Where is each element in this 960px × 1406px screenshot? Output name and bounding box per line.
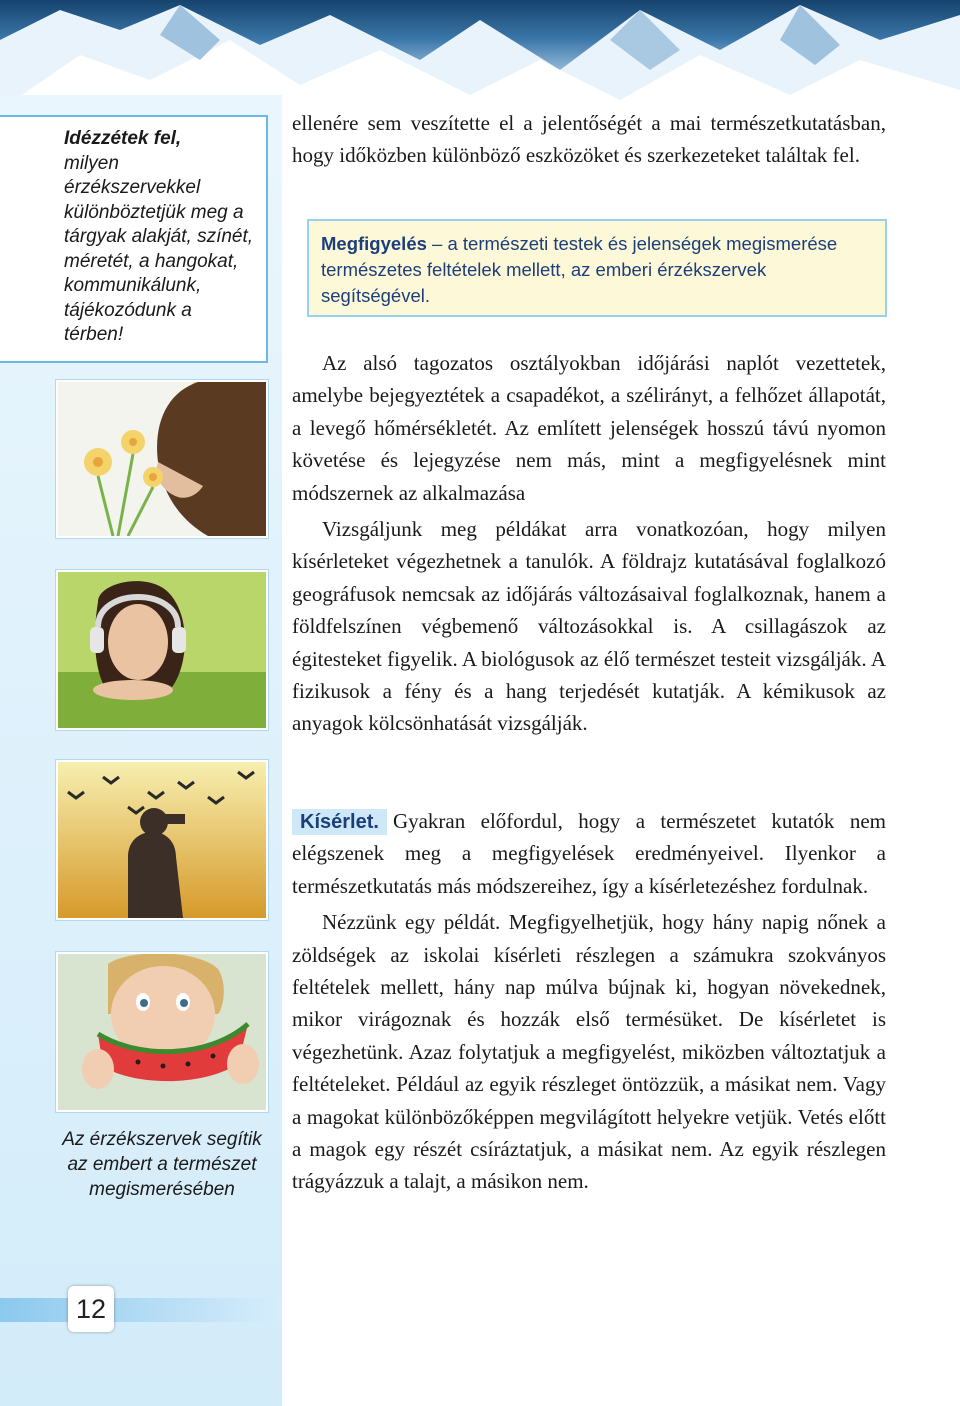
experiment-paragraph xyxy=(292,805,886,902)
intro-paragraph-block xyxy=(292,107,886,172)
sidebar-caption: Az érzékszervek segítik az embert a természet megismerésében xyxy=(62,1129,262,1200)
photo-smell-flower xyxy=(56,380,268,538)
example2-paragraph: Nézzünk egy példát. Megfigyelhetjük, hogy hány napig nőnek a zöldségek az iskolai kísérleti részlegen a számukra szokványos feltételek mellett, hány nap múlva bújnak ki, hogyan növekednek, mikor virágoznak és hozzák első termésüket. De kísérletet is végezhetünk. Azaz folytatjuk a megfigyelést, miközben változtatjuk a feltételeket. Például az egyik részleget öntözzük, a másikat nem. Vagy a magokat különbözőképpen megvilágított helyekre vetjük. Vetés előtt a magok egy részét csíráztatjuk, a másikat nem. Az egyik részlegen trágyázzuk a talajt, a másikon nem. xyxy=(292,910,886,1194)
definition-box xyxy=(307,219,887,317)
experiment-paragraph-block xyxy=(292,805,886,1198)
intro-paragraph: ellenére sem veszítette el a jelentőségét a mai természetkutatásban, hogy időközben különböző eszközöket és szerkezeteket találtak fel. xyxy=(292,111,886,168)
header-mountain-banner xyxy=(0,0,960,110)
recall-question-text: milyen érzékszervekkel különböztetjük meg a tárgyak alakját, színét, méretét, a hangokat, kommunikálunk, tájékozódunk a térben! xyxy=(64,152,254,345)
photo-listening-headphones xyxy=(56,570,268,730)
photo-watching-birds xyxy=(56,760,268,920)
page-number-strip xyxy=(0,1298,282,1322)
recall-question-box xyxy=(0,115,268,363)
weather-paragraph-block xyxy=(292,347,886,740)
recall-question-title: Idézzétek fel, xyxy=(64,128,182,149)
examples-paragraph: Vizsgáljunk meg példákat arra vonatkozóan, hogy milyen kísérleteket végezhetnek a tanulók. A földrajz kutatásával foglalkozó geográfusok nemcsak az időjárás változásaival foglalkoznak, hanem a földfelszínen végbemenő változásokkal is. A csillagászok az égitesteket figyelik. A biológusok az élő természet testeit vizsgálják. A fizikusok a fény és a hang terjedését kutatják. A kémikusok az anyagok kölcsönhatását vizsgálják. xyxy=(292,517,886,736)
experiment-label: Kísérlet. xyxy=(292,809,387,835)
photo-eating-watermelon xyxy=(56,952,268,1112)
experiment-text: Gyakran előfordul, hogy a természetet kutatók nem elégszenek meg a megfigyelések eredményeivel. Ilyenkor a természetkutatás más módszereihez, így a kísérletezéshez fordulnak. xyxy=(292,809,886,898)
definition-term: Megfigyelés xyxy=(321,233,427,254)
page-number: 12 xyxy=(68,1286,114,1332)
definition-text: – a természeti testek és jelenségek megismerése természetes feltételek mellett, az emberi érzékszervek segítségével. xyxy=(321,233,838,306)
weather-paragraph: Az alsó tagozatos osztályokban időjárási naplót vezettetek, amelybe bejegyeztétek a csapadékot, a szélirányt, a felhőzet állapotát, a levegő hőmérsékletét. Az említett jelenségek hosszú távú nyomon követése és lejegyzése nem más, mint a megfigyelésnek mint módszernek az alkalmazása xyxy=(292,351,886,505)
